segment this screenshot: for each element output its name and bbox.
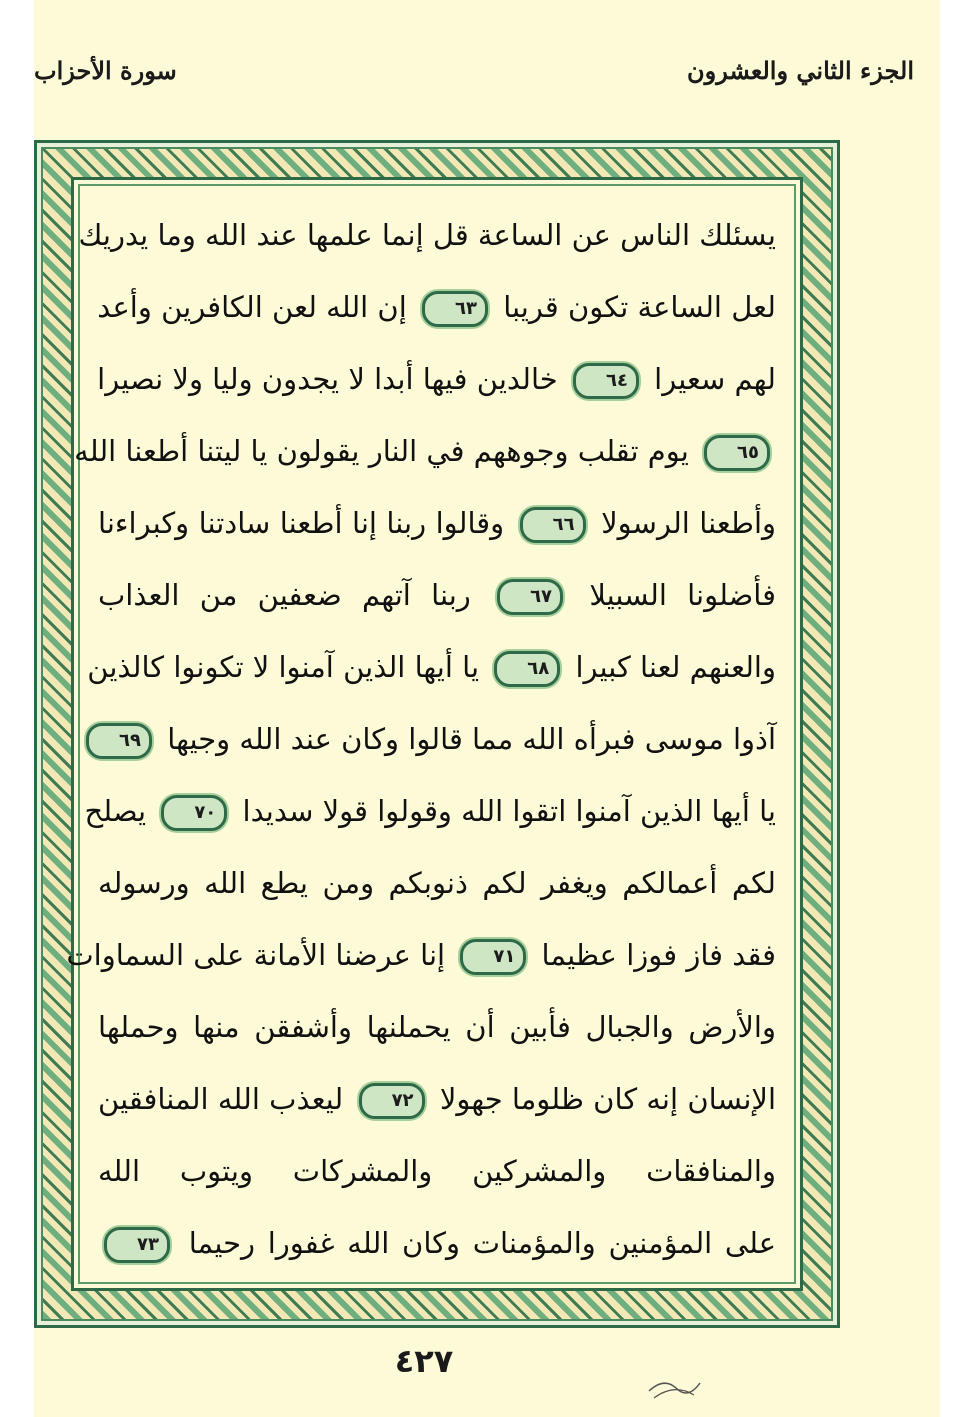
verse-text: يصلح xyxy=(84,794,147,828)
ayah-number-marker: ٦٦ xyxy=(520,507,586,543)
verse-line xyxy=(98,1210,776,1276)
ayah-number-marker: ٦٥ xyxy=(704,435,770,471)
page-header xyxy=(34,56,940,106)
verse-text: لهم سعيرا xyxy=(654,362,776,396)
verse-text: يسئلك الناس عن الساعة قل إنما علمها عند الله وما يدريك xyxy=(78,218,776,252)
verse-line xyxy=(66,922,776,988)
verse-line xyxy=(74,418,776,484)
ayah-number-marker: ٦٩ xyxy=(86,723,152,759)
verse-line xyxy=(98,850,776,916)
ayah-number-marker: ٦٣ xyxy=(422,291,488,327)
verse-line xyxy=(98,562,776,628)
verse-text: والمنافقات والمشركين والمشركات ويتوب الله xyxy=(98,1154,776,1188)
ayah-number-marker: ٧٠ xyxy=(161,795,227,831)
verse-text: فأضلونا السبيلا xyxy=(589,578,776,612)
juz-title: الجزء الثاني والعشرون xyxy=(687,56,914,85)
surah-title: سورة الأحزاب xyxy=(34,56,177,85)
ornamental-frame xyxy=(34,140,840,1328)
verse-text: وقالوا ربنا إنا أطعنا سادتنا وكبراءنا xyxy=(98,506,505,540)
verse-line xyxy=(78,202,776,268)
page-number: ٤٢٧ xyxy=(394,1342,454,1380)
ayah-number-marker: ٧١ xyxy=(460,939,526,975)
ayah-number-marker: ٦٤ xyxy=(573,363,639,399)
ayah-number-marker: ٦٧ xyxy=(497,579,563,615)
verse-text: ليعذب الله المنافقين xyxy=(98,1082,344,1116)
verse-line xyxy=(98,1066,776,1132)
quran-text xyxy=(66,202,777,1268)
ayah-number-marker: ٧٣ xyxy=(104,1227,170,1263)
verse-text: الإنسان إنه كان ظلوما جهولا xyxy=(439,1082,776,1116)
verse-text: على المؤمنين والمؤمنات وكان الله غفورا رحيما xyxy=(188,1226,777,1260)
ayah-number-marker: ٦٨ xyxy=(494,651,560,687)
verse-line xyxy=(98,994,776,1060)
verse-line xyxy=(98,706,776,772)
verse-line xyxy=(87,634,776,700)
verse-text: خالدين فيها أبدا لا يجدون وليا ولا نصيرا xyxy=(97,362,558,396)
verse-line xyxy=(98,346,776,412)
verse-text: إنا عرضنا الأمانة على السماوات xyxy=(66,938,446,972)
verse-text: والأرض والجبال فأبين أن يحملنها وأشفقن منها وحملها xyxy=(98,1010,776,1044)
text-panel xyxy=(66,177,803,1291)
verse-text: وأطعنا الرسولا xyxy=(601,506,777,540)
page-margin xyxy=(940,0,974,1417)
verse-text: ربنا آتهم ضعفين من العذاب xyxy=(98,578,471,612)
verse-text: يا أيها الذين آمنوا لا تكونوا كالذين xyxy=(87,650,480,684)
verse-text: والعنهم لعنا كبيرا xyxy=(575,650,776,684)
verse-line xyxy=(98,490,776,556)
verse-line xyxy=(84,778,776,844)
mushaf-page xyxy=(34,0,940,1417)
verse-text: آذوا موسى فبرأه الله مما قالوا وكان عند الله وجيها xyxy=(167,722,776,756)
verse-line xyxy=(98,274,776,340)
ink-mark-icon xyxy=(644,1373,704,1403)
verse-text: فقد فاز فوزا عظيما xyxy=(541,938,776,972)
verse-text: لعل الساعة تكون قريبا xyxy=(503,290,776,324)
verse-text: يا أيها الذين آمنوا اتقوا الله وقولوا قولا سديدا xyxy=(242,794,776,828)
verse-line xyxy=(98,1138,776,1204)
ayah-number-marker: ٧٢ xyxy=(359,1083,425,1119)
verse-text: لكم أعمالكم ويغفر لكم ذنوبكم ومن يطع الله ورسوله xyxy=(98,866,776,900)
verse-text: يوم تقلب وجوههم في النار يقولون يا ليتنا أطعنا الله xyxy=(74,434,689,468)
verse-text: إن الله لعن الكافرين وأعد xyxy=(97,290,407,324)
